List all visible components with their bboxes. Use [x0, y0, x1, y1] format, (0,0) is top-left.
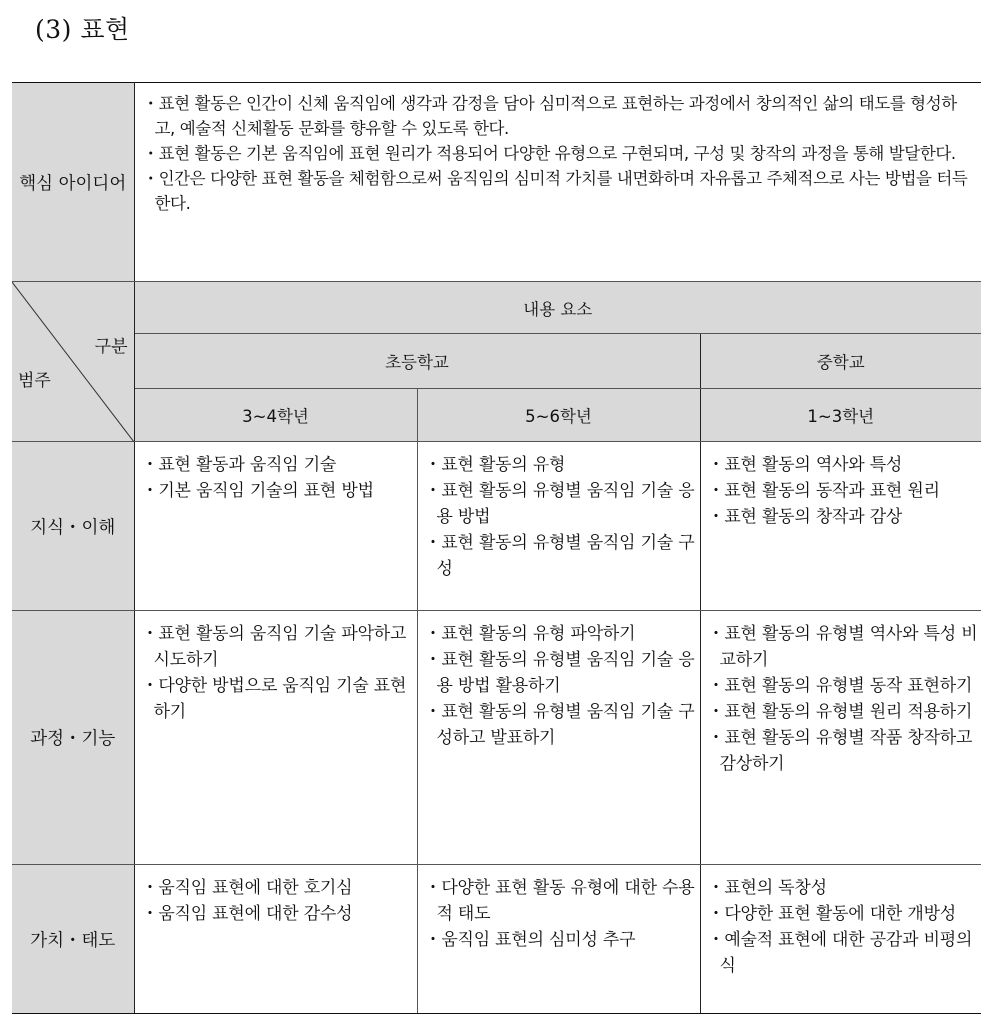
cell-g56 — [417, 865, 700, 1014]
header-row-3 — [12, 389, 981, 442]
core-idea-content — [134, 83, 981, 282]
list-item: ・표현 활동의 유형별 원리 적용하기 — [707, 702, 973, 722]
core-idea-item: ・표현 활동은 기본 움직임에 표현 원리가 적용되어 다양한 유형으로 구현되며, 구성 및 창작의 과정을 통해 발달한다. — [142, 144, 956, 163]
list-item: ・표현의 독창성 — [707, 878, 827, 898]
cell-g34 — [134, 442, 417, 611]
category-knowledge: 지식・이해 — [12, 442, 134, 611]
list-item: ・표현 활동의 유형별 움직임 기술 응용 방법 — [424, 481, 695, 527]
table-row — [12, 442, 981, 611]
list-item: ・움직임 표현에 대한 감수성 — [141, 904, 353, 924]
list-item: ・기본 움직임 기술의 표현 방법 — [141, 481, 374, 501]
diagonal-line — [12, 282, 134, 442]
list-item: ・다양한 방법으로 움직임 기술 표현하기 — [141, 676, 407, 722]
list-item: ・표현 활동의 역사와 특성 — [707, 455, 903, 475]
header-row-2 — [12, 334, 981, 389]
list-item: ・움직임 표현에 대한 호기심 — [141, 878, 353, 898]
list-item: ・표현 활동의 유형별 동작 표현하기 — [707, 676, 973, 696]
cell-m13 — [700, 442, 981, 611]
list-item: ・표현 활동의 유형별 움직임 기술 응용 방법 활용하기 — [424, 650, 695, 696]
section-title: (3) 표현 — [35, 15, 130, 44]
category-values: 가치・태도 — [12, 865, 134, 1014]
list-item: ・표현 활동과 움직임 기술 — [141, 455, 337, 475]
header-elementary: 초등학교 — [134, 334, 700, 389]
curriculum-table — [12, 82, 981, 1014]
header-beomju: 범주 — [18, 371, 51, 391]
list-item: ・움직임 표현의 심미성 추구 — [424, 930, 636, 950]
cell-g34 — [134, 611, 417, 865]
table-row — [12, 611, 981, 865]
category-process: 과정・기능 — [12, 611, 134, 865]
header-grade-3-4: 3~4학년 — [134, 389, 417, 442]
list-item: ・표현 활동의 유형별 움직임 기술 구성하고 발표하기 — [424, 702, 695, 748]
list-item: ・표현 활동의 유형 — [424, 455, 566, 475]
list-item: ・다양한 표현 활동에 대한 개방성 — [707, 904, 957, 924]
header-row-1 — [12, 282, 981, 334]
cell-m13 — [700, 611, 981, 865]
header-grade-m1-3: 1~3학년 — [700, 389, 981, 442]
list-item: ・표현 활동의 유형별 역사와 특성 비교하기 — [707, 624, 978, 670]
core-idea-item: ・표현 활동은 인간이 신체 움직임에 생각과 감정을 담아 심미적으로 표현하는 과정에서 창의적인 삶의 태도를 형성하고, 예술적 신체활동 문화를 향유할 수 있도록 한다. — [142, 94, 957, 138]
header-gubun: 구분 — [94, 337, 128, 357]
cell-g56 — [417, 611, 700, 865]
list-item: ・표현 활동의 동작과 표현 원리 — [707, 481, 940, 501]
core-idea-row — [12, 83, 981, 282]
list-item: ・표현 활동의 유형별 작품 창작하고 감상하기 — [707, 728, 973, 774]
cell-g56 — [417, 442, 700, 611]
cell-m13 — [700, 865, 981, 1014]
core-idea-item: ・인간은 다양한 표현 활동을 체험함으로써 움직임의 심미적 가치를 내면화하며 자유롭고 주체적으로 사는 방법을 터득한다. — [142, 169, 968, 213]
header-grade-5-6: 5~6학년 — [417, 389, 700, 442]
list-item: ・예술적 표현에 대한 공감과 비평의식 — [707, 930, 973, 976]
table-row — [12, 865, 981, 1014]
cell-g34 — [134, 865, 417, 1014]
list-item: ・표현 활동의 유형 파악하기 — [424, 624, 636, 644]
list-item: ・표현 활동의 움직임 기술 파악하고 시도하기 — [141, 624, 407, 670]
list-item: ・표현 활동의 유형별 움직임 기술 구성 — [424, 533, 695, 579]
header-middle: 중학교 — [700, 334, 981, 389]
header-content-elements: 내용 요소 — [134, 282, 981, 334]
list-item: ・다양한 표현 활동 유형에 대한 수용적 태도 — [424, 878, 695, 924]
diagonal-header-cell — [12, 282, 134, 442]
list-item: ・표현 활동의 창작과 감상 — [707, 507, 903, 527]
core-idea-label: 핵심 아이디어 — [12, 83, 134, 282]
